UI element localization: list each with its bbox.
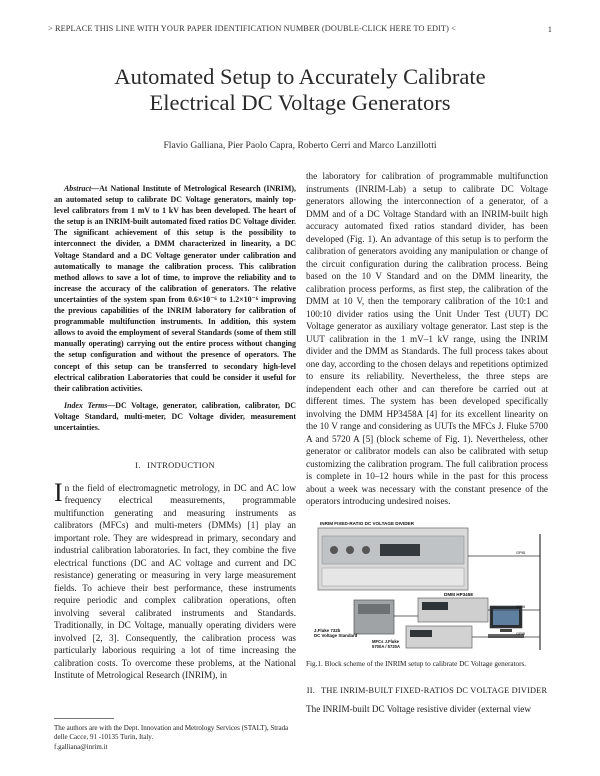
gpib-label-2: GPIB bbox=[516, 604, 526, 609]
index-terms-text: —DC Voltage, generator, calibration, calibrator, DC Voltage Standard, multi-meter, DC Voltage divider, measurement uncertainties. bbox=[54, 400, 297, 432]
dropcap: I bbox=[54, 477, 63, 507]
abstract-lead: Abstract bbox=[64, 184, 92, 193]
figure-1 bbox=[310, 516, 548, 654]
section-1-title: INTRODUCTION bbox=[147, 460, 215, 471]
section-1-body bbox=[54, 477, 296, 682]
title-line-2: Electrical DC Voltage Generators bbox=[149, 90, 451, 115]
dc-standard-panel bbox=[358, 604, 390, 614]
abstract-text: —At National Institute of Metrological Research (INRIM), an automated setup to calibrate DC Voltage generators, mainly top-level calibrators from 1 mV to 1 kV has been developed. The heart of the setup is an INRIM-built automated fixed ratios DC Voltage divider. The significant achievement of this setup is the possibility to interconnect the divider, a DMM characterized in linearity, a DC Voltage Standard and a DC Voltage generator under calibration and automatically to manage the calibration process. This calibration method allows to save a lot of time, to improve the reliability and to increase the accuracy of the calibration of generators. The relative uncertainties of the system span from 0.6×10⁻⁶ to 1.2×10⁻⁶ improving the previous capabilities of the INRIM laboratory for calibration of programmable multifunction instruments. In addition, this system allows to avoid the employment of several Standards (some of them still manually operating) carrying out the entire process without changing the setup configuration and without the presence of operators. The concept of this setup can be transferred to secondary high-level electrical calibration Laboratories that could be consider it useful for their calibration activities. bbox=[54, 184, 296, 393]
section-1-text: n the field of electromagnetic metrology, in DC and AC low frequency electrical measurements, programmable multifunction generating and measuring instruments as calibrators (MFCs) and multi-meters (DMMs) [1] play an important role. They are widespread in primary, secondary and industrial calibration laboratories. In fact, they combine the five electrical functions (DC and AC voltage and current and DC resistance) generating or measuring in very large measurement fields. To achieve their best performance, these instruments require periodic and complex calibration operations, often involving several calibrated instruments and Standards. Traditionally, in DC Voltage, manually operating dividers were involved [2, 3]. Consequently, the calibration process was particularly laborious requiring a lot of time increasing the calibration costs. To overcome these problems, at the National Institute of Metrological Research (INRIM), in bbox=[54, 482, 296, 681]
divider-display bbox=[380, 544, 420, 556]
section-2-body: The INRIM-built DC Voltage resistive divider (external view bbox=[306, 703, 531, 714]
computer-base bbox=[500, 629, 512, 632]
mfc-label-1: MFCs J.Fluke bbox=[372, 638, 399, 644]
section-2-heading bbox=[306, 685, 548, 697]
dc-standard-label-2: DC Voltage Standard bbox=[314, 632, 358, 638]
divider-knob-3 bbox=[362, 546, 370, 554]
figure-1-caption: Fig.1. Block scheme of the INRIM setup to calibrate DC Voltage generators. bbox=[306, 659, 527, 668]
section-2-title: THE INRIM-BUILT FIXED-RATIOS DC VOLTAGE DIVIDER bbox=[321, 686, 548, 695]
mfc-label-2: 5700A / 5720A bbox=[372, 643, 401, 649]
gpib-label-3: GPIB bbox=[516, 631, 526, 636]
footnote-rule bbox=[54, 718, 114, 719]
divider-label: INRIM FIXED-RATIO DC VOLTAGE DIVIDER bbox=[320, 520, 414, 526]
dmm-display bbox=[422, 602, 448, 610]
footnote-affiliation: The authors are with the Dept. Innovation and Metrology Services (STALT), Strada delle Cacce, 91 -10135 Turin, Italy. bbox=[54, 724, 289, 742]
paper-title bbox=[40, 64, 560, 116]
left-column bbox=[54, 183, 296, 682]
right-column bbox=[306, 170, 548, 715]
footnote bbox=[54, 724, 296, 752]
running-head: > REPLACE THIS LINE WITH YOUR PAPER IDENTIFICATION NUMBER (DOUBLE-CLICK HERE TO EDIT) < bbox=[48, 24, 456, 33]
dmm-label: DMM HP3458 bbox=[444, 591, 473, 597]
figure-1-diagram bbox=[310, 516, 548, 654]
page-number: 1 bbox=[547, 24, 552, 34]
right-column-body: the laboratory for calibration of programmable multifunction instruments (INRIM-Lab) a setup to calibrate DC Voltage generators allowing the interconnection of a generator, of a DMM and of a DC Voltage Standard with an INRIM-built high accuracy automated fixed ratios standard divider, has been developed (Fig. 1). An advantage of this setup is to perform the calibration of generators avoiding any manipulation or change of the circuit configuration during the calibration process. Being based on the 10 V Standard and on the DMM linearity, the calibration process performs, as first step, the calibration of the DMM at 10 V, then the temporary calibration of the 10:1 and 100:10 divider ratios using the Unit Under Test (UUT) DC Voltage generator as auxiliary voltage generator. Last step is the UUT calibration in the 1 mV–1 kV range, using the INRIM divider and the DMM as Standards. The full process takes about one day, according to the chosen delays and repetitions optimized to ensure its reliability. Nevertheless, the three steps are independent each other and can therefore be carried out at different times. The system has been developed specifically involving the DMM HP3458A [4] for its excellent linearity on the 10 V range and considering as UUTs the MFCs J. Fluke 5700 A and 5720 A [5] (block scheme of Fig. 1). Nevertheless, other generator or calibrator models can also be calibrated with setup customizing the calibration program. The full calibration process is complete in 10–12 hours while in the past for this process about a week was necessary with the constant presence of the operators introducing undesired noises. bbox=[306, 171, 548, 506]
abstract bbox=[54, 183, 296, 394]
divider-lower-panel bbox=[322, 568, 464, 586]
footnote-email: f.galliana@inrim.it bbox=[54, 742, 108, 751]
computer-screen bbox=[493, 609, 519, 625]
section-1-number: I. bbox=[135, 460, 141, 471]
mfc-display bbox=[410, 630, 432, 637]
index-terms-lead: Index Terms bbox=[64, 400, 108, 410]
title-line-1: Automated Setup to Accurately Calibrate bbox=[114, 64, 486, 89]
index-terms bbox=[54, 400, 296, 433]
dc-standard-label-1: J.Fluke 732b bbox=[314, 627, 341, 633]
divider-knob-2 bbox=[346, 546, 354, 554]
section-2-number: II. bbox=[306, 686, 315, 695]
gpib-label-1: GPIB bbox=[516, 550, 526, 555]
divider-knob-1 bbox=[330, 546, 338, 554]
authors: Flavio Galliana, Pier Paolo Capra, Roberto Cerri and Marco Lanzillotti bbox=[163, 140, 437, 151]
section-1-heading bbox=[54, 460, 296, 472]
